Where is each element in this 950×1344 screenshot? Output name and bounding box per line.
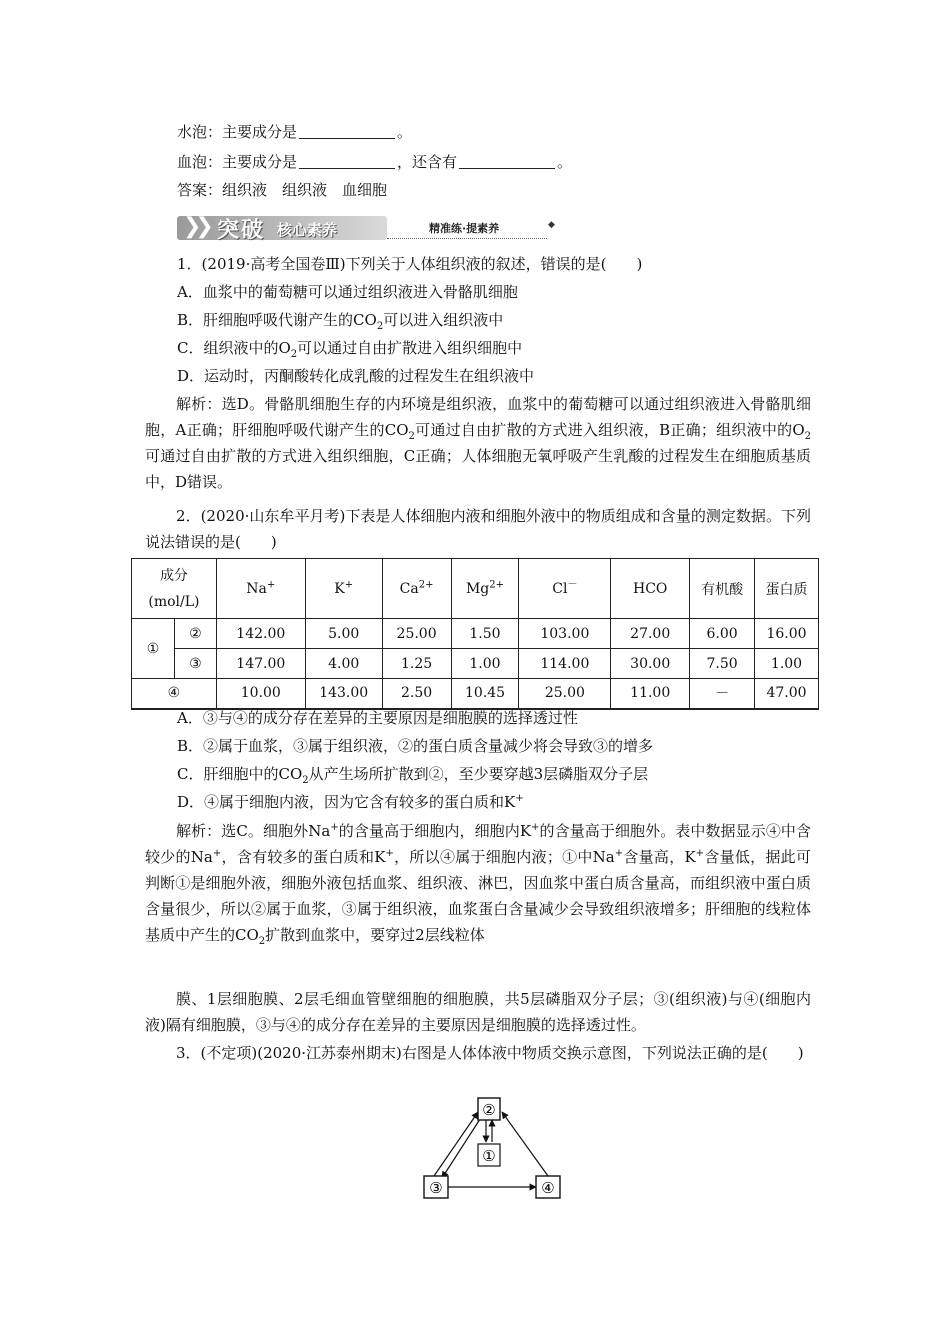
node-label-right: ④ xyxy=(541,1179,555,1197)
q3-stem: 3．(不定项)(2020·江苏泰州期末)右图是人体体液中物质交换示意图，下列说法正确的是( ) xyxy=(176,1044,804,1062)
table-row xyxy=(132,679,819,709)
column-header xyxy=(451,559,519,619)
superscript: + xyxy=(614,848,624,859)
superscript: 2+ xyxy=(418,578,434,590)
analysis-text: 解析：选D。骨骼肌细胞生存的内环境是组织液，血浆中的葡萄糖可以通过组织液进入骨骼肌细胞，A正确；肝细胞呼吸代谢产生的CO xyxy=(145,395,811,439)
analysis-text: 解析：选C。细胞外Na xyxy=(176,822,331,840)
banner-tag: 精准练·提素养 xyxy=(429,222,500,235)
table-cell: 2.50 xyxy=(382,679,451,709)
fluid-exchange-diagram xyxy=(420,1094,570,1204)
table-cell: 4.00 xyxy=(305,649,382,679)
q1-stem: 1．(2019·高考全国卷Ⅲ)下列关于人体组织液的叙述，错误的是( ) xyxy=(177,255,643,273)
column-header-text: HCO xyxy=(633,580,668,597)
node-label-left: ③ xyxy=(429,1179,443,1197)
q2-option-b: B．②属于血浆，③属于组织液，②的蛋白质含量减少将会导致③的增多 xyxy=(177,737,654,755)
answer-blank xyxy=(299,154,395,169)
column-header-text: Na xyxy=(246,580,267,597)
table-cell: 30.00 xyxy=(611,649,690,679)
q2-option-c-text: C．肝细胞中的CO xyxy=(177,765,303,783)
node-label-center: ① xyxy=(482,1147,496,1165)
row-label: ④ xyxy=(132,679,217,709)
q1-option-b xyxy=(177,310,503,330)
subscript: 2 xyxy=(376,321,384,332)
table-cell: 103.00 xyxy=(519,619,611,649)
table-cell: 147.00 xyxy=(216,649,305,679)
intro-line-2-text: 血泡：主要成分是 xyxy=(177,153,298,171)
q2-option-c xyxy=(177,764,648,784)
banner-rule xyxy=(387,238,547,239)
subscript: 2 xyxy=(302,775,309,786)
table-cell: － xyxy=(690,679,755,709)
analysis-text: 可通过自由扩散的方式进入组织液，B正确；组织液中的O xyxy=(414,421,805,439)
column-header xyxy=(611,559,690,619)
table-cell: 16.00 xyxy=(755,619,819,649)
q2-option-a: A．③与④的成分存在差异的主要原因是细胞膜的选择透过性 xyxy=(177,709,578,727)
superscript: + xyxy=(212,848,222,859)
analysis-text: ，含有较多的蛋白质和K xyxy=(221,848,386,866)
column-header-text: K xyxy=(334,580,345,597)
intro-line-1-text: 水泡：主要成分是 xyxy=(177,123,298,141)
answer-blank xyxy=(459,154,555,169)
superscript: + xyxy=(344,578,354,590)
q1-option-b-text-end: 可以进入组织液中 xyxy=(383,311,504,329)
q1-option-a: A．血浆中的葡萄糖可以通过组织液进入骨骼肌细胞 xyxy=(177,283,518,301)
table-cell: 142.00 xyxy=(216,619,305,649)
q2-stem: 2．(2020·山东牟平月考)下表是人体细胞内液和细胞外液中的物质组成和含量的测定数据。下列说法错误的是( ) xyxy=(145,507,811,551)
subscript: 2 xyxy=(290,349,298,360)
table-cell: 114.00 xyxy=(519,649,611,679)
table-cell: 6.00 xyxy=(690,619,755,649)
banner-subtitle: 核心素养 xyxy=(277,221,338,239)
row-label: ③ xyxy=(174,649,216,679)
row-group-label: ① xyxy=(132,619,175,679)
q1-option-d: D．运动时，丙酮酸转化成乳酸的过程发生在组织液中 xyxy=(177,367,535,385)
table-cell: 25.00 xyxy=(519,679,611,709)
q2-analysis xyxy=(145,818,811,948)
table-cell: 10.00 xyxy=(216,679,305,709)
section-banner xyxy=(177,212,562,242)
table-cell: 25.00 xyxy=(382,619,451,649)
column-header-text: 蛋白质 xyxy=(765,581,808,598)
table-cell: 5.00 xyxy=(305,619,382,649)
banner-title: 突破 xyxy=(217,218,266,243)
superscript: + xyxy=(385,848,394,859)
subscript: 2 xyxy=(258,936,266,947)
analysis-text: ，所以④属于细胞内液；①中Na xyxy=(393,848,615,866)
superscript: + xyxy=(695,848,705,859)
composition-table xyxy=(131,558,819,710)
column-header xyxy=(382,559,451,619)
row-label: ② xyxy=(174,619,216,649)
subscript: 2 xyxy=(804,431,812,442)
header-unit-text: (mol/L) xyxy=(148,593,200,610)
analysis-text: 可通过自由扩散的方式进入组织细胞，C正确；人体细胞无氧呼吸产生乳酸的过程发生在细胞质基质中，D错误。 xyxy=(145,447,811,491)
superscript: + xyxy=(266,578,276,590)
q2-option-c-text-end: 从产生场所扩散到②，至少要穿越3层磷脂双分子层 xyxy=(308,765,649,783)
q1-option-c xyxy=(177,338,522,358)
intro-line-1-end: 。 xyxy=(397,123,413,141)
intro-line-2 xyxy=(177,152,572,172)
q2-option-d-text: D．④属于细胞内液，因为它含有较多的蛋白质和K xyxy=(177,793,516,811)
table-row xyxy=(132,619,819,649)
table-cell: 27.00 xyxy=(611,619,690,649)
table-cell: 47.00 xyxy=(755,679,819,709)
superscript: 2+ xyxy=(489,578,504,590)
analysis-text: 的含量高于细胞外。表中数据显示④中含较少的Na xyxy=(145,822,811,866)
intro-answer: 答案：组织液 组织液 血细胞 xyxy=(177,181,388,199)
analysis-text: 的含量高于细胞内，细胞内K xyxy=(338,822,532,840)
arrow-4-to-2 xyxy=(502,1112,548,1176)
table-header-unit xyxy=(132,559,217,619)
arrow-3-to-2 xyxy=(434,1112,478,1176)
q1-option-c-text-end: 可以通过自由扩散进入组织细胞中 xyxy=(297,339,523,357)
table-cell: 1.25 xyxy=(382,649,451,679)
analysis-text: 含量低，据此可判断①是细胞外液，细胞外液包括血浆、组织液、淋巴，因血浆中蛋白质含量高，而组织液中蛋白质含量很少，所以②属于血浆，③属于组织液，血浆蛋白含量减少会导致组织液增多；肝细胞的线粒体基质中产生的CO xyxy=(145,848,811,944)
table-cell: 7.50 xyxy=(690,649,755,679)
answer-blank xyxy=(299,124,395,139)
q1-analysis xyxy=(145,391,811,495)
superscript: － xyxy=(567,578,578,590)
intro-line-2-mid: ，还含有 xyxy=(397,153,458,171)
table-header-row xyxy=(132,559,819,619)
q2-option-d xyxy=(177,792,524,812)
superscript: + xyxy=(531,822,540,833)
column-header-text: Cl xyxy=(552,580,568,597)
diamond-icon: ◆ xyxy=(548,220,555,230)
intro-line-1 xyxy=(177,122,412,142)
analysis-text: 扩散到血浆中，要穿过2层线粒体 xyxy=(265,926,485,944)
column-header xyxy=(305,559,382,619)
node-label-top: ② xyxy=(482,1101,496,1119)
header-text: 成分 xyxy=(159,567,188,584)
column-header xyxy=(755,559,819,619)
column-header xyxy=(216,559,305,619)
table-row xyxy=(132,649,819,679)
arrow-2-to-3 xyxy=(442,1116,482,1178)
superscript: + xyxy=(515,793,524,804)
column-header-text: Ca xyxy=(399,580,419,597)
table-cell: 10.45 xyxy=(451,679,519,709)
table-cell: 11.00 xyxy=(611,679,690,709)
column-header xyxy=(519,559,611,619)
intro-line-2-end: 。 xyxy=(557,153,573,171)
column-header-text: Mg xyxy=(465,580,490,597)
q1-option-c-text: C．组织液中的O xyxy=(177,339,291,357)
table-cell: 1.00 xyxy=(755,649,819,679)
table-cell: 1.50 xyxy=(451,619,519,649)
subscript: 2 xyxy=(408,431,415,442)
column-header xyxy=(690,559,755,619)
q1-option-b-text: B．肝细胞呼吸代谢产生的CO xyxy=(177,311,377,329)
column-header-text: 有机酸 xyxy=(701,581,744,598)
analysis-text: 含量高，K xyxy=(623,848,696,866)
table-cell: 1.00 xyxy=(451,649,519,679)
table-cell: 143.00 xyxy=(305,679,382,709)
q2-analysis-continued: 膜、1层细胞膜、2层毛细血管壁细胞的细胞膜，共5层磷脂双分子层；③(组织液)与④(细胞内液)隔有细胞膜，③与④的成分存在差异的主要原因是细胞膜的选择透过性。 xyxy=(145,990,811,1034)
double-chevron-icon: ❯❯ xyxy=(183,214,208,239)
superscript: + xyxy=(330,822,339,833)
